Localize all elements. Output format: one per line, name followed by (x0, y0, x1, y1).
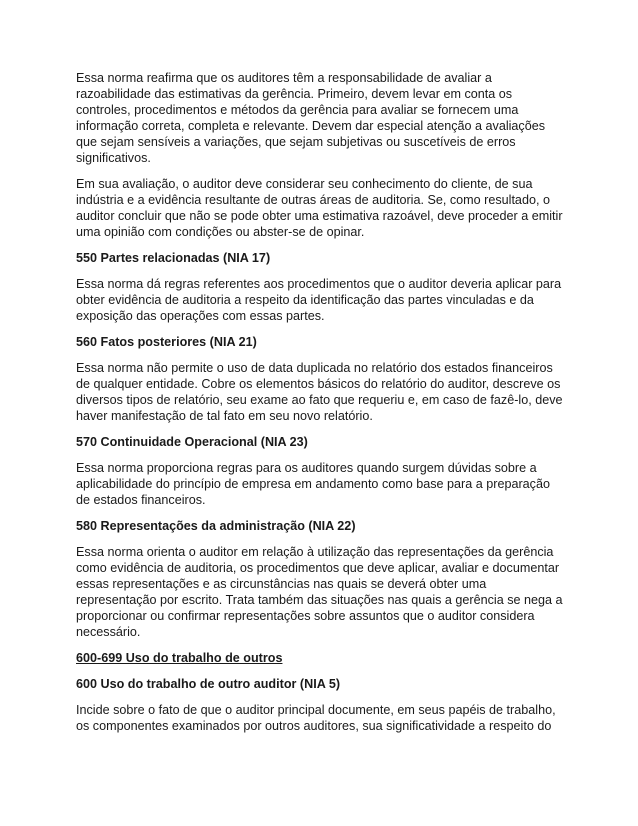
section-heading-550: 550 Partes relacionadas (NIA 17) (76, 251, 271, 265)
paragraph-600: Incide sobre o fato de que o auditor principal documente, em seus papéis de trabalho, os componentes examinados por outros auditores, sua significatividade a respeito do (76, 703, 556, 733)
group-heading-600-699: 600-699 Uso do trabalho de outros (76, 651, 283, 665)
paragraph-550: Essa norma dá regras referentes aos procedimentos que o auditor deveria aplicar para obter evidência de auditoria a respeito da identificação das partes vinculadas e da exposição das operações com essas partes. (76, 277, 562, 323)
paragraph-570: Essa norma proporciona regras para os auditores quando surgem dúvidas sobre a aplicabilidade do princípio de empresa em andamento como base para a preparação de estados financeiros. (76, 461, 550, 507)
paragraph-estimativas-intro: Essa norma reafirma que os auditores têm a responsabilidade de avaliar a razoabilidade das estimativas da gerência. Primeiro, devem levar em conta os controles, procedimentos e métodos da gerência para avaliar se fornecem uma informação correta, completa e relevante. Devem dar especial atenção a avaliações que sejam sensíveis a variações, que sejam subjetivas ou suscetíveis de erros significativos. (76, 71, 546, 165)
paragraph-estimativas-avaliacao: Em sua avaliação, o auditor deve considerar seu conhecimento do cliente, de sua indústria e a evidência resultante de outras áreas de auditoria. Se, como resultado, o auditor concluir que não se pode obter uma estimativa razoável, deve proceder a emitir uma opinião com condições ou abster-se de opinar. (76, 177, 563, 239)
paragraph-560: Essa norma não permite o uso de data duplicada no relatório dos estados financeiros de qualquer entidade. Cobre os elementos básicos do relatório do auditor, descreve os diversos tipos de relatório, seu exame ao fato que requeriu e, em caso de fazê-lo, deve haver manifestação de tal fato em seu novo relatório. (76, 361, 563, 423)
section-heading-560: 560 Fatos posteriores (NIA 21) (76, 335, 257, 349)
section-heading-600: 600 Uso do trabalho de outro auditor (NIA 5) (76, 677, 341, 691)
document-page (76, 70, 564, 744)
paragraph-580: Essa norma orienta o auditor em relação à utilização das representações da gerência como evidência de auditoria, os procedimentos que deve aplicar, avaliar e documentar essas representações e as circunstâncias nas quais se deverá obter uma representação por escrito. Trata também das situações nas quais a gerência se nega a proporcionar ou confirmar representações sobre assuntos que o auditor considera necessário. (76, 545, 563, 639)
section-heading-580: 580 Representações da administração (NIA 22) (76, 519, 356, 533)
section-heading-570: 570 Continuidade Operacional (NIA 23) (76, 435, 308, 449)
